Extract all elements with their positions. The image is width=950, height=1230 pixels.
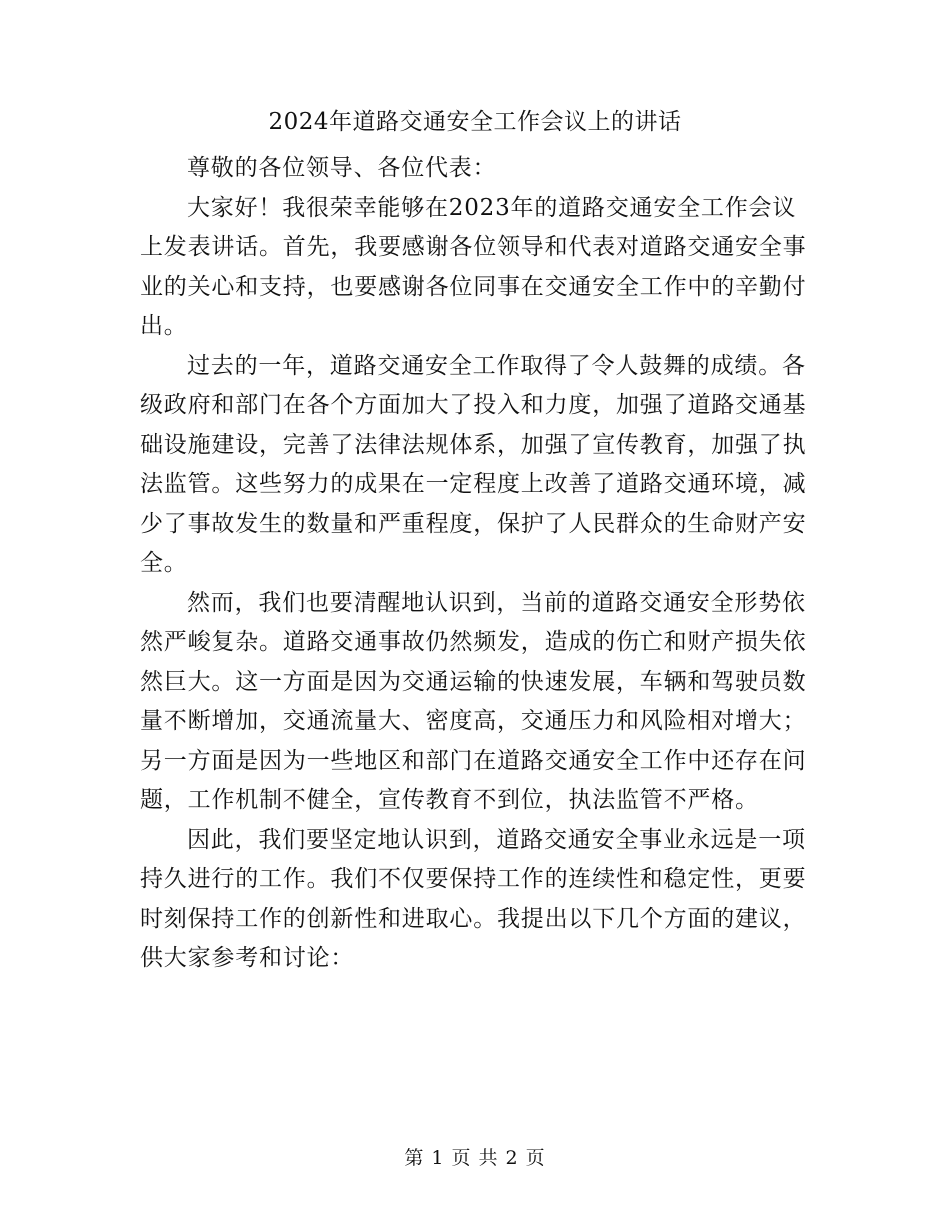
document-title: 2024年道路交通安全工作会议上的讲话 [268, 109, 682, 135]
page-number-footer: 第 1 页 共 2 页 [404, 1147, 546, 1169]
greeting-paragraph: 大家好！我很荣幸能够在2023年的道路交通安全工作会议上发表讲话。首先，我要感谢各位领导和代表对道路交通安全事业的关心和支持，也要感谢各位同事在交通安全工作中的辛勤付出。 [140, 194, 807, 339]
salutation-paragraph: 尊敬的各位领导、各位代表： [187, 155, 497, 181]
document-body [140, 149, 810, 979]
achievements-paragraph: 过去的一年，道路交通安全工作取得了令人鼓舞的成绩。各级政府和部门在各个方面加大了投入和力度，加强了道路交通基础设施建设，完善了法律法规体系，加强了宣传教育，加强了执法监管。这些努力的成果在一定程度上改善了道路交通环境，减少了事故发生的数量和严重程度，保护了人民群众的生命财产安全。 [140, 352, 807, 576]
challenges-paragraph: 然而，我们也要清醒地认识到，当前的道路交通安全形势依然严峻复杂。道路交通事故仍然频发，造成的伤亡和财产损失依然巨大。这一方面是因为交通运输的快速发展，车辆和驾驶员数量不断增加，交通流量大、密度高，交通压力和风险相对增大；另一方面是因为一些地区和部门在道路交通安全工作中还存在问题，工作机制不健全，宣传教育不到位，执法监管不严格。 [140, 589, 807, 813]
proposals-paragraph: 因此，我们要坚定地认识到，道路交通安全事业永远是一项持久进行的工作。我们不仅要保持工作的连续性和稳定性，更要时刻保持工作的创新性和进取心。我提出以下几个方面的建议，供大家参考和讨论： [140, 826, 807, 971]
